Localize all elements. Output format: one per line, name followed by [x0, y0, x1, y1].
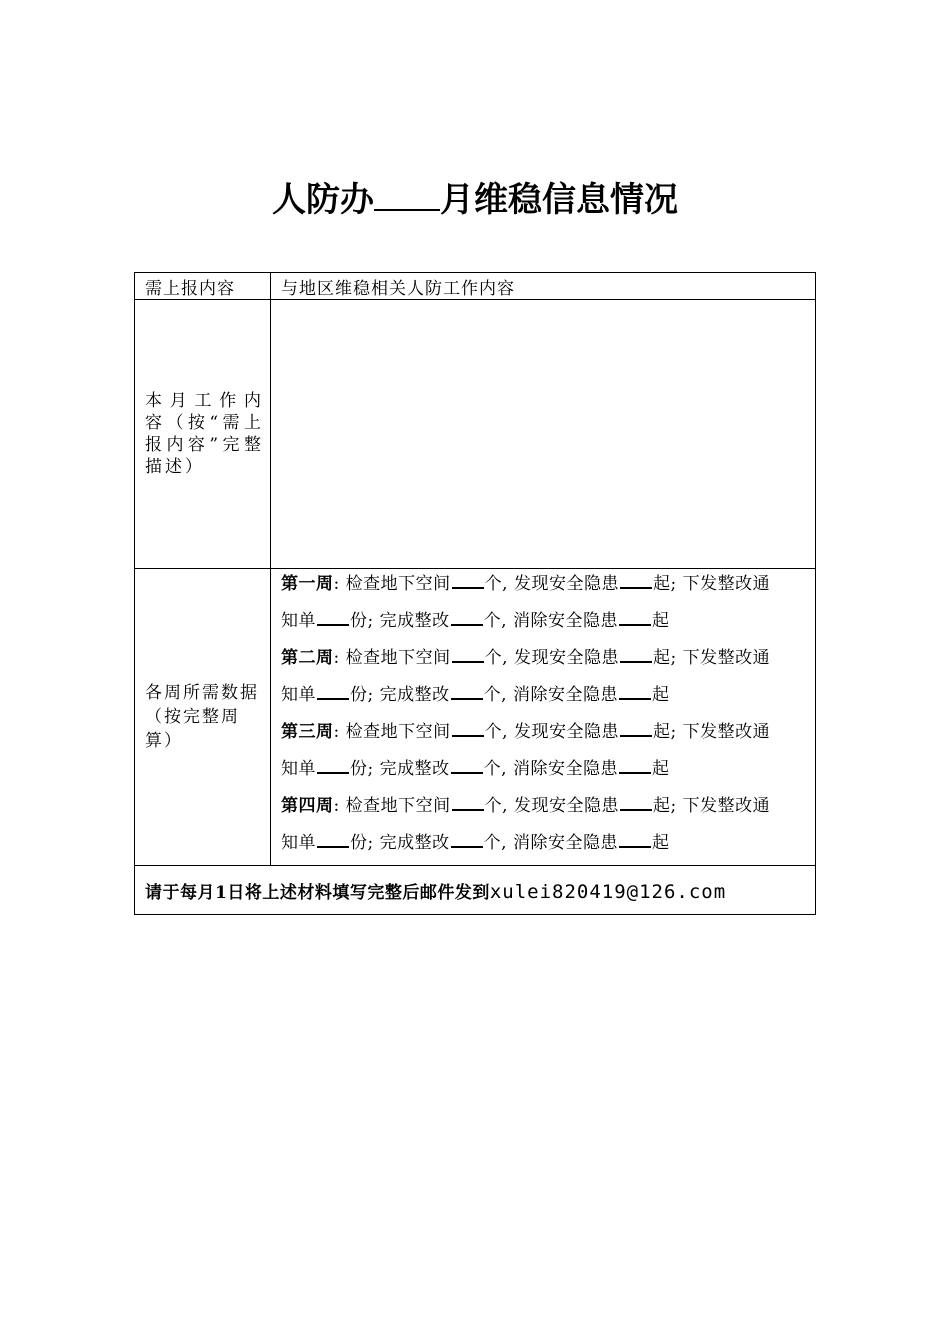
- title-suffix: 月维稳信息情况: [440, 180, 678, 220]
- blank-field[interactable]: [317, 684, 349, 700]
- blank-field[interactable]: [451, 832, 483, 848]
- line-text: 份; 完成整改: [350, 759, 450, 779]
- line-text: 起: [651, 833, 670, 853]
- blank-field[interactable]: [452, 721, 484, 737]
- header-left-cell: 需上报内容: [135, 273, 271, 300]
- week-line-1: [281, 717, 809, 747]
- footer-cell: [135, 866, 816, 915]
- footer-row: [135, 866, 816, 915]
- line-text: 知单: [281, 685, 316, 705]
- line-text: 个, 消除安全隐患: [483, 759, 618, 779]
- blank-field[interactable]: [620, 647, 652, 663]
- line-text: 个, 发现安全隐患: [484, 574, 619, 594]
- weeks-data-cell: [271, 569, 816, 866]
- line-text: 份; 完成整改: [350, 611, 450, 631]
- blank-field[interactable]: [451, 758, 483, 774]
- week-block: [281, 569, 809, 643]
- title-prefix: 人防办: [272, 180, 374, 220]
- week-label: 第四周: [281, 796, 334, 816]
- week-label: 第二周: [281, 648, 334, 668]
- week-block: [281, 791, 809, 865]
- line-text: 起; 下发整改通: [652, 574, 771, 594]
- line-text: 份; 完成整改: [350, 685, 450, 705]
- line-text: 个, 发现安全隐患: [484, 722, 619, 742]
- blank-field[interactable]: [619, 832, 651, 848]
- blank-field[interactable]: [620, 721, 652, 737]
- weeks-row: [135, 569, 816, 866]
- week-block: [281, 643, 809, 717]
- week-line-1: [281, 569, 809, 599]
- week-label: 第三周: [281, 722, 334, 742]
- blank-field[interactable]: [452, 573, 484, 589]
- content-row: [135, 300, 816, 569]
- header-right-cell: 与地区维稳相关人防工作内容: [271, 273, 816, 300]
- line-text: 个, 发现安全隐患: [484, 648, 619, 668]
- blank-field[interactable]: [619, 610, 651, 626]
- footer-instruction: 请于每月1日将上述材料填写完整后邮件发到: [145, 882, 490, 903]
- content-label-cell: 本月工作内容（按“需上报内容”完整描述）: [135, 300, 271, 569]
- blank-field[interactable]: [317, 832, 349, 848]
- line-text: 知单: [281, 611, 316, 631]
- line-text: 起; 下发整改通: [652, 796, 771, 816]
- header-row: [135, 273, 816, 300]
- blank-field[interactable]: [620, 795, 652, 811]
- line-text: 份; 完成整改: [350, 833, 450, 853]
- blank-field[interactable]: [317, 610, 349, 626]
- blank-field[interactable]: [451, 684, 483, 700]
- week-line-2: [281, 821, 809, 865]
- page-title: [0, 178, 950, 222]
- blank-field[interactable]: [451, 610, 483, 626]
- line-text: 起: [651, 759, 670, 779]
- blank-field[interactable]: [619, 758, 651, 774]
- line-text: 个, 消除安全隐患: [483, 611, 618, 631]
- blank-field[interactable]: [619, 684, 651, 700]
- line-text: 起; 下发整改通: [652, 648, 771, 668]
- line-text: 起: [651, 611, 670, 631]
- line-text: : 检查地下空间: [333, 796, 451, 816]
- month-blank[interactable]: [374, 179, 440, 211]
- blank-field[interactable]: [317, 758, 349, 774]
- blank-field[interactable]: [452, 647, 484, 663]
- week-line-2: [281, 747, 809, 791]
- line-text: 个, 发现安全隐患: [484, 796, 619, 816]
- line-text: 起; 下发整改通: [652, 722, 771, 742]
- line-text: 个, 消除安全隐患: [483, 685, 618, 705]
- line-text: 知单: [281, 833, 316, 853]
- week-line-2: [281, 673, 809, 717]
- line-text: 起: [651, 685, 670, 705]
- content-input-cell[interactable]: [271, 300, 816, 569]
- line-text: : 检查地下空间: [333, 574, 451, 594]
- report-table: [134, 272, 816, 915]
- weeks-label-cell: 各周所需数据（按完整周算）: [135, 569, 271, 866]
- week-line-1: [281, 791, 809, 821]
- week-label: 第一周: [281, 574, 334, 594]
- week-line-1: [281, 643, 809, 673]
- week-block: [281, 717, 809, 791]
- line-text: 个, 消除安全隐患: [483, 833, 618, 853]
- blank-field[interactable]: [452, 795, 484, 811]
- line-text: 知单: [281, 759, 316, 779]
- footer-email: xulei820419@126.com: [489, 880, 727, 903]
- line-text: : 检查地下空间: [333, 648, 451, 668]
- line-text: : 检查地下空间: [333, 722, 451, 742]
- blank-field[interactable]: [620, 573, 652, 589]
- week-line-2: [281, 599, 809, 643]
